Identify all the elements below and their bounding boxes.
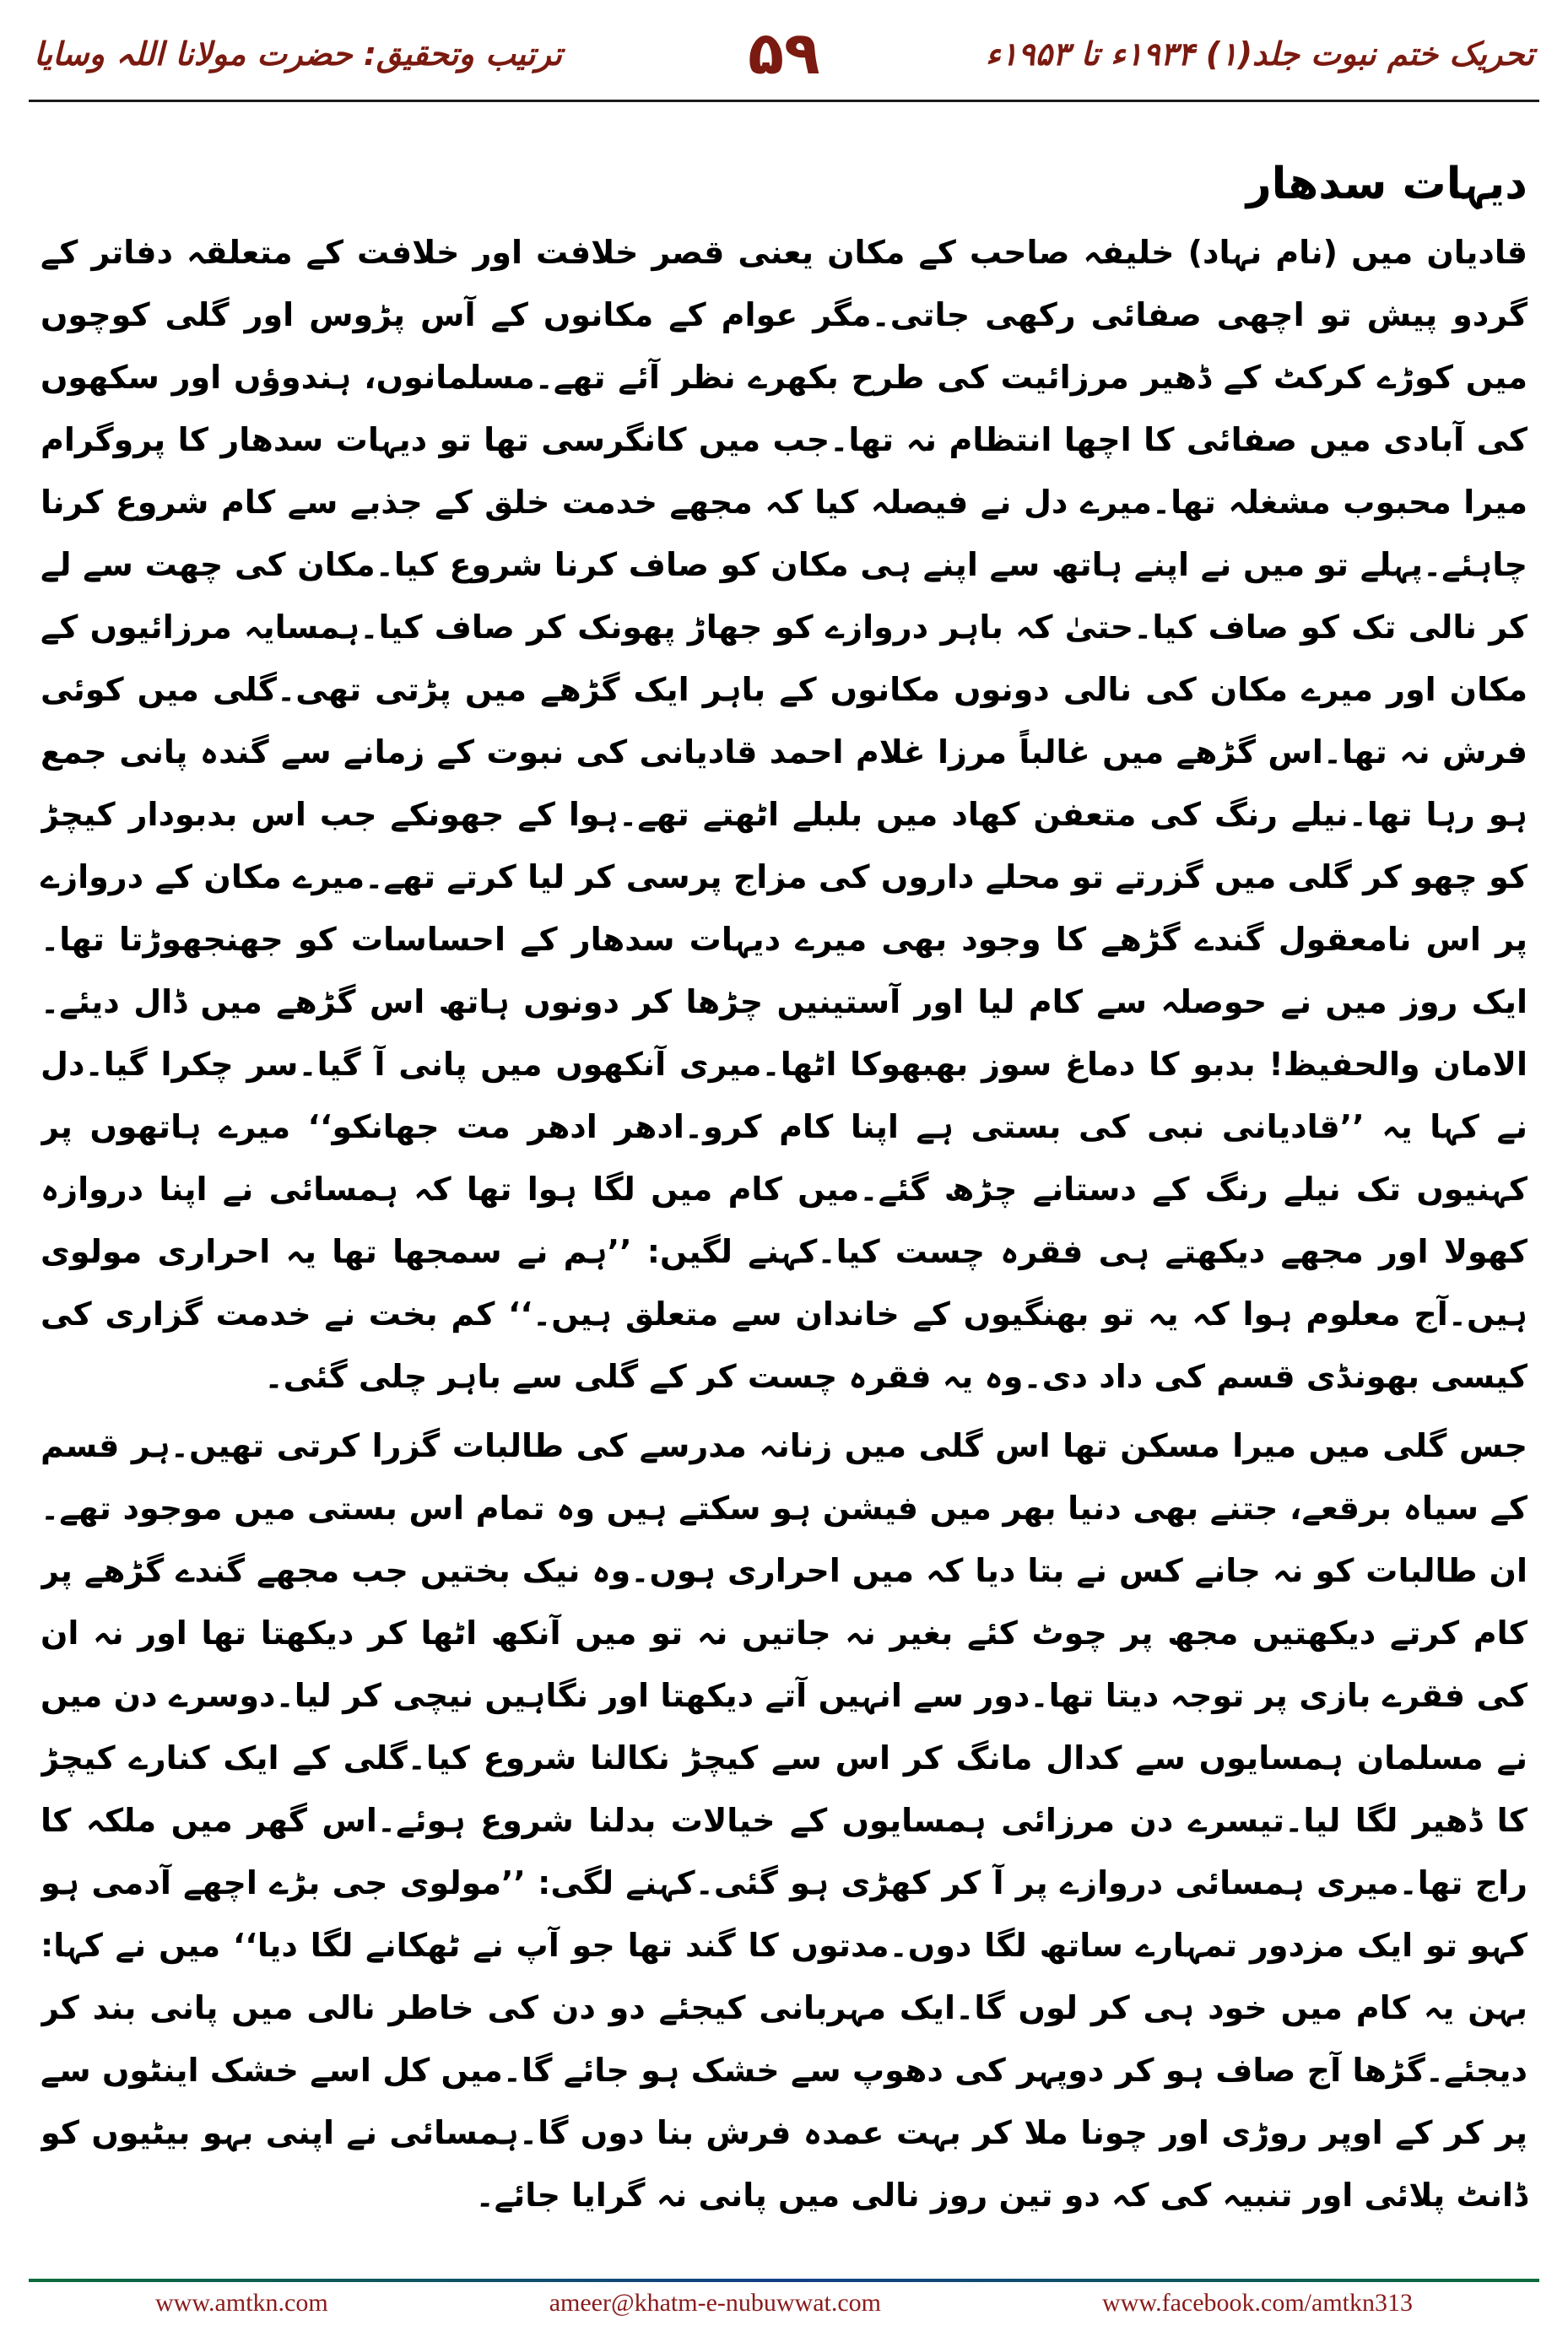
main-content <box>41 159 1527 2235</box>
book-title: تحریک ختم نبوت جلد(۱) ۱۹۳۴ء تا ۱۹۵۳ء <box>985 35 1534 73</box>
page-footer <box>0 2279 1568 2342</box>
email-link[interactable]: ameer@khatm-e-nubuwwat.com <box>549 2289 882 2317</box>
page-number: ۵۹ <box>748 19 820 88</box>
compiler-credit: ترتیب وتحقیق: حضرت مولانا اللہ وسایا <box>34 35 562 73</box>
footer-divider <box>29 2279 1539 2282</box>
paragraph: جس گلی میں میرا مسکن تھا اس گلی میں زنانہ مدرسے کی طالبات گزرا کرتی تھیں۔ہر قسم کے سیاہ برقعے، جتنے بھی دنیا بھر میں فیشن ہو سکتے ہیں وہ تمام اس بستی میں موجود تھے۔ان طالبات کو نہ جانے کس نے بتا دیا کہ میں احراری ہوں۔وہ نیک بختیں جب مجھے گندے گڑھے پر کام کرتے دیکھتیں مجھ پر چوٹ کئے بغیر نہ جاتیں نہ تو میں آنکھ اٹھا کر دیکھتا تھا اور نہ ان کی فقرے بازی پر توجہ دیتا تھا۔دور سے انہیں آتے دیکھتا اور نگاہیں نیچی کر لیا۔دوسرے دن میں نے مسلمان ہمسایوں سے کدال مانگ کر اس سے کیچڑ نکالنا شروع کیا۔گلی کے ایک کنارے کیچڑ کا ڈھیر لگا لیا۔تیسرے دن مرزائی ہمسایوں کے خیالات بدلنا شروع ہوئے۔اس گھر میں ملکہ کا راج تھا۔میری ہمسائی دروازے پر آ کر کھڑی ہو گئی۔کہنے لگی: ’’مولوی جی بڑے اچھے آدمی ہو کہو تو ایک مزدور تمہارے ساتھ لگا دوں۔مدتوں کا گند تھا جو آپ نے ٹھکانے لگا دیا‘‘ میں نے کہا: بہن یہ کام میں خود ہی کر لوں گا۔ایک مہربانی کیجئے دو دن کی خاطر نالی میں پانی بند کر دیجئے۔گڑھا آج صاف ہو کر دوپہر کی دھوپ سے خشک ہو جائے گا۔میں کل اسے خشک اینٹوں سے پر کر کے اوپر روڑی اور چونا ملا کر بہت عمدہ فرش بنا دوں گا۔ہمسائی نے اپنی بہو بیٹیوں کو ڈانٹ پلائی اور تنبیہ کی کہ دو تین روز نالی میں پانی نہ گرایا جائے۔ <box>41 1427 1527 2214</box>
footer-links <box>29 2287 1539 2319</box>
website-link[interactable]: www.amtkn.com <box>155 2289 328 2317</box>
paragraph: قادیان میں (نام نہاد) خلیفہ صاحب کے مکان یعنی قصر خلافت اور خلافت کے متعلقہ دفاتر کے گردو پیش تو اچھی صفائی رکھی جاتی۔مگر عوام کے مکانوں کے آس پڑوس اور گلی کوچوں میں کوڑے کرکٹ کے ڈھیر مرزائیت کی طرح بکھرے نظر آئے تھے۔مسلمانوں، ہندوؤں اور سکھوں کی آبادی میں صفائی کا اچھا انتظام نہ تھا۔جب میں کانگرسی تھا تو دیہات سدھار کا پروگرام میرا محبوب مشغلہ تھا۔میرے دل نے فیصلہ کیا کہ مجھے خدمت خلق کے جذبے سے کام شروع کرنا چاہئے۔پہلے تو میں نے اپنے ہاتھ سے اپنے ہی مکان کو صاف کرنا شروع کیا۔مکان کی چھت سے لے کر نالی تک کو صاف کیا۔حتیٰ کہ باہر دروازے کو جھاڑ پھونک کر صاف کیا۔ہمسایہ مرزائیوں کے مکان اور میرے مکان کی نالی دونوں مکانوں کے باہر ایک گڑھے میں پڑتی تھی۔گلی میں کوئی فرش نہ تھا۔اس گڑھے میں غالباً مرزا غلام احمد قادیانی کی نبوت کے زمانے سے گندہ پانی جمع ہو رہا تھا۔نیلے رنگ کی متعفن کھاد میں بلبلے اٹھتے تھے۔ہوا کے جھونکے جب اس بدبودار کیچڑ کو چھو کر گلی میں گزرتے تو محلے داروں کی مزاج پرسی کر لیا کرتے تھے۔میرے مکان کے دروازے پر اس نامعقول گندے گڑھے کا وجود بھی میرے دیہات سدھار کے احساسات کو جھنجھوڑتا تھا۔ایک روز میں نے حوصلہ سے کام لیا اور آستینیں چڑھا کر دونوں ہاتھ اس گڑھے میں ڈال دیئے۔الامان والحفیظ! بدبو کا دماغ سوز بھبھوکا اٹھا۔میری آنکھوں میں پانی آ گیا۔سر چکرا گیا۔دل نے کہا یہ ’’قادیانی نبی کی بستی ہے اپنا کام کرو۔ادھر ادھر مت جھانکو‘‘ میرے ہاتھوں پر کہنیوں تک نیلے رنگ کے دستانے چڑھ گئے۔میں کام میں لگا ہوا تھا کہ ہمسائی نے اپنا دروازہ کھولا اور مجھے دیکھتے ہی فقرہ چست کیا۔کہنے لگیں: ’’ہم نے سمجھا تھا یہ احراری مولوی ہیں۔آج معلوم ہوا کہ یہ تو بھنگیوں کے خاندان سے متعلق ہیں۔‘‘ کم بخت نے خدمت گزاری کی کیسی بھونڈی قسم کی داد دی۔وہ یہ فقرہ چست کر کے گلی سے باہر چلی گئی۔ <box>41 234 1527 1395</box>
header-divider <box>29 100 1539 102</box>
page-header <box>0 0 1568 101</box>
section-heading: دیہات سدھار <box>1246 159 1527 209</box>
paragraph <box>41 2233 1527 2235</box>
facebook-link[interactable]: www.facebook.com/amtkn313 <box>1102 2289 1413 2317</box>
